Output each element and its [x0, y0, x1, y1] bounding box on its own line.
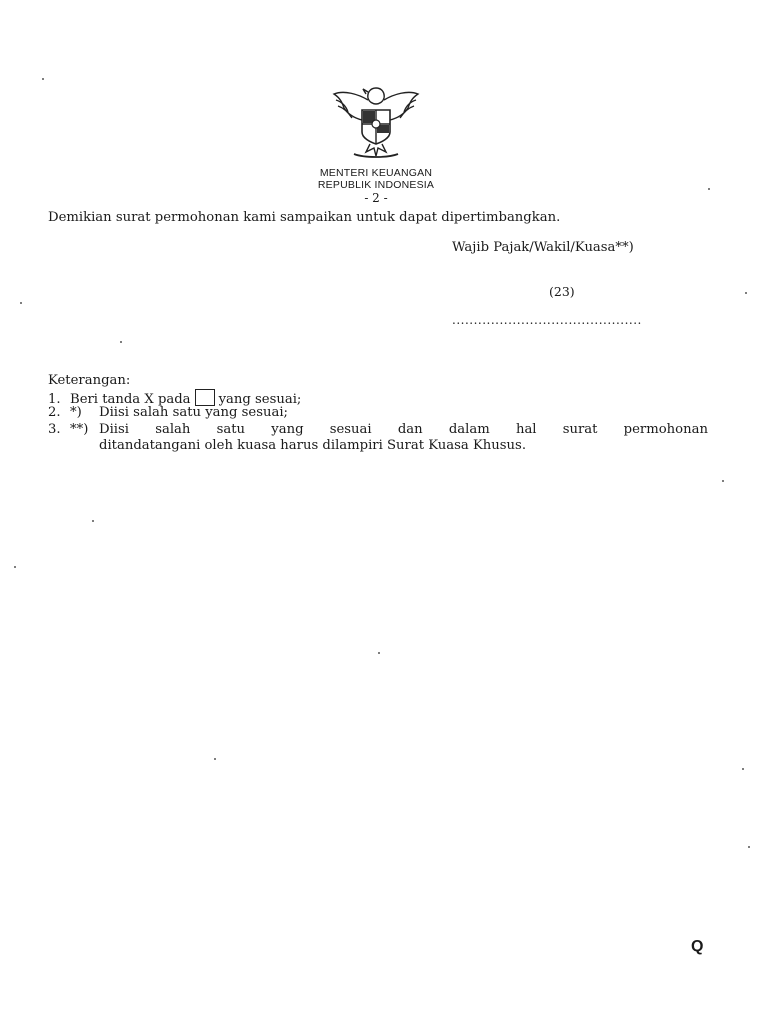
note-text-after: yang sesuai; — [218, 392, 302, 407]
note-word: surat — [562, 422, 598, 437]
note-word: Diisi — [99, 422, 129, 437]
closing-sentence: Demikian surat permohonan kami sampaikan untuk dapat dipertimbangkan. — [48, 210, 561, 225]
note-justified-line — [99, 422, 708, 437]
note-word: dan — [397, 422, 423, 437]
note-item-3-continuation: ditandatangani oleh kuasa harus dilampiri Surat Kuasa Khusus. — [99, 438, 527, 453]
checkbox-symbol-icon — [195, 389, 215, 406]
scan-speck — [378, 652, 380, 654]
scan-speck — [708, 188, 710, 190]
signer-role: Wajib Pajak/Wakil/Kuasa**) — [452, 240, 634, 255]
scan-speck — [722, 480, 724, 482]
scan-speck — [42, 78, 44, 80]
field-number-marker: (23) — [549, 284, 575, 299]
note-word: permohonan — [623, 422, 708, 437]
note-item-3 — [48, 422, 708, 437]
note-word: salah — [155, 422, 191, 437]
scan-speck — [92, 520, 94, 522]
note-word: satu — [216, 422, 246, 437]
scan-speck — [20, 302, 22, 304]
scan-speck — [748, 846, 750, 848]
ministry-title: MENTERI KEUANGAN — [319, 167, 433, 179]
note-text: Diisi salah satu yang sesuai; — [99, 405, 288, 420]
scan-speck — [214, 758, 216, 760]
note-mark: *) — [70, 405, 82, 420]
corner-mark: Q — [691, 938, 704, 955]
garuda-emblem-icon — [330, 80, 422, 160]
note-word: dalam — [448, 422, 490, 437]
note-number: 2. — [48, 405, 61, 420]
note-mark: **) — [70, 422, 89, 437]
scan-speck — [745, 292, 747, 294]
note-word: sesuai — [329, 422, 372, 437]
note-word: hal — [515, 422, 537, 437]
note-number: 3. — [48, 422, 61, 437]
signature-line: ............................................ — [452, 313, 642, 327]
ministry-subtitle: REPUBLIK INDONESIA — [317, 179, 435, 191]
note-item-2 — [48, 405, 288, 420]
note-word: yang — [271, 422, 304, 437]
notes-title: Keterangan: — [48, 373, 131, 388]
scan-speck — [14, 566, 16, 568]
note-number: 1. — [48, 392, 61, 407]
scan-speck — [120, 341, 122, 343]
note-text-before: Beri tanda X pada — [70, 392, 191, 407]
scan-speck — [742, 768, 744, 770]
page-number: - 2 - — [364, 191, 388, 205]
